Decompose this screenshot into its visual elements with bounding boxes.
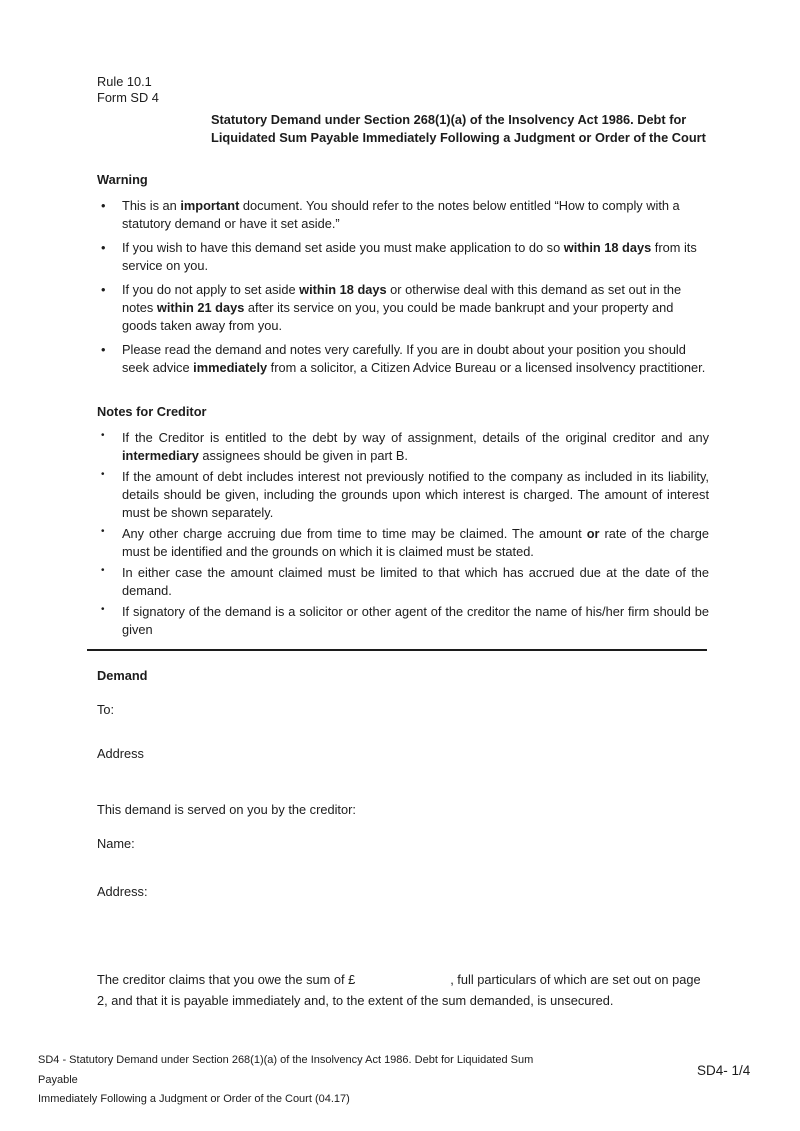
bullet-icon: • (101, 469, 105, 480)
notes-bullet-1 (97, 429, 709, 465)
claim-suffix: , full particulars of which are set out on page 2, and that it is payable immediately and, to the extent of the sum demanded, is unsecured. (97, 972, 701, 1008)
notes-bullet-1-text: If the Creditor is entitled to the debt by way of assignment, details of the original creditor and any intermediary assignees should be given in part B. (122, 430, 709, 463)
document-content (97, 74, 709, 1011)
form-number: Form SD 4 (97, 90, 159, 105)
notes-bullet-4 (97, 564, 709, 600)
notes-bullet-4-text: In either case the amount claimed must be limited to that which has accrued due at the date of the demand. (122, 565, 709, 598)
bullet-icon: • (101, 282, 106, 297)
bullet-icon: • (101, 430, 105, 441)
document-title: Statutory Demand under Section 268(1)(a) of the Insolvency Act 1986. Debt for Liquidated Sum Payable Immediately Following a Judgment or Order of the Court (211, 112, 706, 145)
warning-bullet-4 (97, 341, 709, 377)
warning-bullet-1-text: This is an important document. You should refer to the notes below entitled “How to comply with a statutory demand or have it set aside.” (122, 198, 680, 231)
claim-paragraph (97, 969, 709, 1011)
demand-heading: Demand (97, 668, 148, 683)
page-number: SD4- 1/4 (697, 1063, 751, 1078)
footer-line-2: Immediately Following a Judgment or Order of the Court (04.17) (38, 1093, 350, 1105)
bullet-icon: • (101, 565, 105, 576)
notes-bullet-3 (97, 525, 709, 561)
amount-blank-field (355, 983, 450, 984)
footer-line-1: SD4 - Statutory Demand under Section 268(1)(a) of the Insolvency Act 1986. Debt for Liquidated Sum Payable (38, 1054, 534, 1086)
notes-bullet-5-text: If signatory of the demand is a solicitor or other agent of the creditor the name of his/her firm should be given (122, 604, 709, 637)
bullet-icon: • (101, 240, 106, 255)
warning-bullet-list (97, 197, 709, 377)
notes-for-creditor-heading: Notes for Creditor (97, 404, 207, 419)
bullet-icon: • (101, 342, 106, 357)
debtor-address-label: Address (97, 746, 144, 761)
notes-bullet-2 (97, 468, 709, 522)
warning-bullet-1 (97, 197, 709, 233)
to-label: To: (97, 702, 115, 717)
footer-document-title (38, 1051, 558, 1110)
bullet-icon: • (101, 526, 105, 537)
notes-bullet-5 (97, 603, 709, 639)
claim-prefix: The creditor claims that you owe the sum of £ (97, 972, 356, 987)
creditor-name-label: Name: (97, 836, 135, 851)
bullet-icon: • (101, 198, 106, 213)
warning-bullet-4-text: Please read the demand and notes very carefully. If you are in doubt about your position you should seek advice immediately from a solicitor, a Citizen Advice Bureau or a licensed insolvency practitioner. (122, 342, 706, 375)
warning-heading: Warning (97, 172, 148, 187)
warning-bullet-3 (97, 281, 709, 335)
creditor-address-label: Address: (97, 884, 148, 899)
bullet-icon: • (101, 604, 105, 615)
rule-number: Rule 10.1 (97, 74, 152, 89)
served-by-creditor-line: This demand is served on you by the creditor: (97, 802, 356, 817)
notes-bullet-2-text: If the amount of debt includes interest not previously notified to the company as included in its liability, details should be given, including the grounds upon which interest is charged. The amount of interest must be shown separately. (122, 469, 709, 520)
notes-bullet-3-text: Any other charge accruing due from time to time may be claimed. The amount or rate of the charge must be identified and the grounds on which it is claimed must be stated. (122, 526, 709, 559)
warning-bullet-2 (97, 239, 709, 275)
warning-bullet-2-text: If you wish to have this demand set aside you must make application to do so within 18 days from its service on you. (122, 240, 697, 273)
warning-bullet-3-text: If you do not apply to set aside within 18 days or otherwise deal with this demand as set out in the notes within 21 days after its service on you, you could be made bankrupt and your property and goods taken away from you. (122, 282, 682, 333)
notes-bullet-list (97, 429, 709, 639)
section-divider (87, 649, 707, 651)
